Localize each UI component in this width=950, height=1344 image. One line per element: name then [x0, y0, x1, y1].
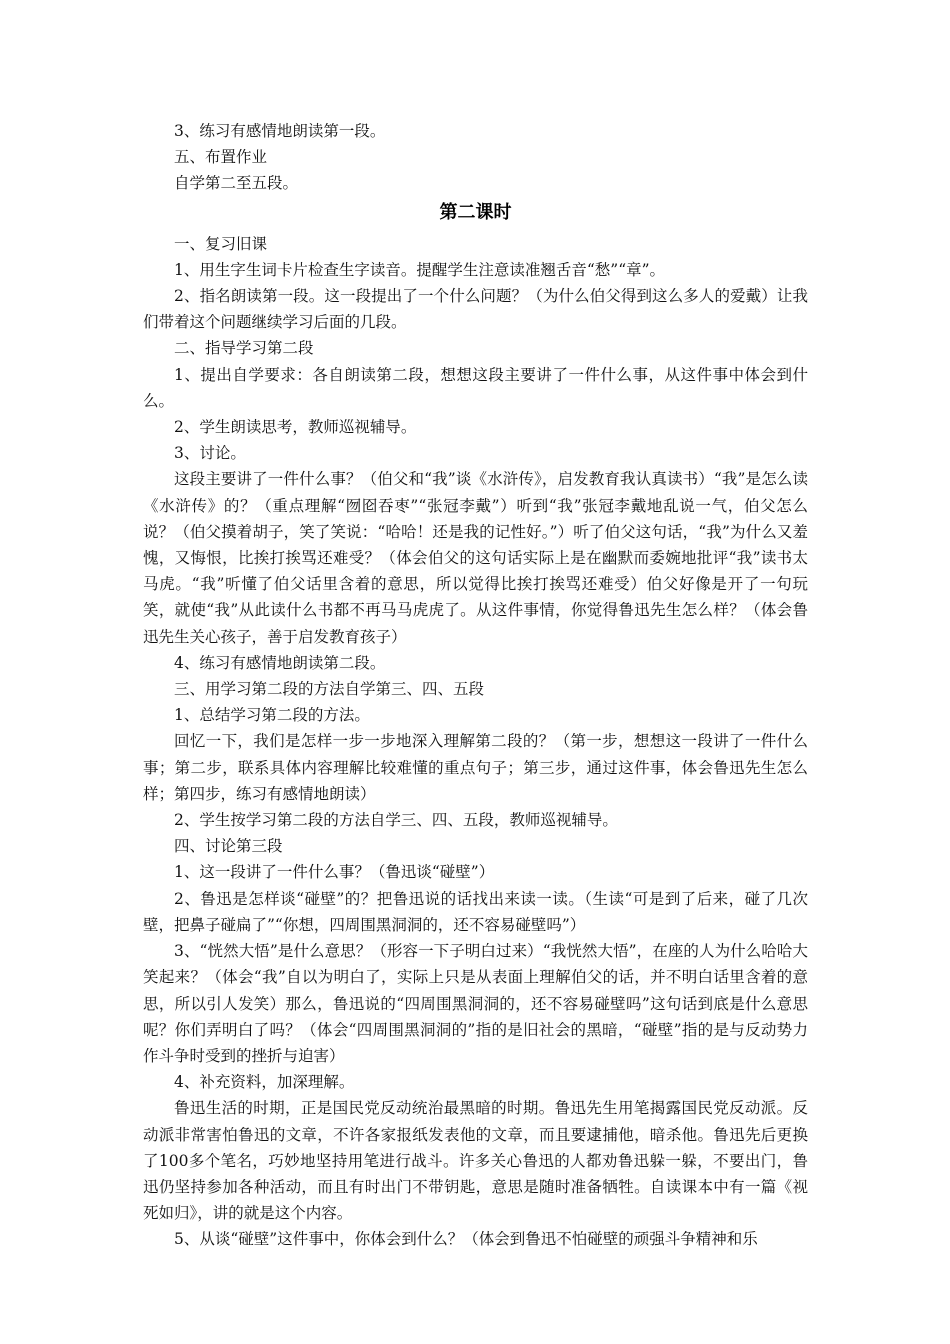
paragraph: 1、用生字生词卡片检查生字读音。提醒学生注意读准翘舌音“愁”“章”。: [174, 260, 666, 279]
paragraph: 2、学生按学习第二段的方法自学三、四、五段，教师巡视辅导。: [174, 811, 618, 830]
paragraph: 3、讨论。: [174, 444, 246, 463]
paragraph: 这段主要讲了一件什么事？（伯父和“我”谈《水浒传》，启发教育我认真读书）“我”是怎么读《水浒传》的？（重点理解“囫囵吞枣”“张冠李戴”）听到“我”张冠李戴地乱说一气，伯父怎么说？（伯父摸着胡子，笑了笑说：“哈哈！还是我的记性好。”）听了伯父这句话，“我”为什么又羞愧，又悔恨，比挨打挨骂还难受？（体会伯父的这句话实际上是在幽默而委婉地批评“我”读书太马虎。“我”听懂了伯父话里含着的意思，所以觉得比挨打挨骂还难受）伯父好像是开了一句玩笑，就使“我”从此读什么书都不再马马虎虎了。从这件事情，你觉得鲁迅先生怎么样？（体会鲁迅先生关心孩子，善于启发教育孩子）: [143, 470, 808, 646]
section-heading: 三、用学习第二段的方法自学第三、四、五段: [174, 680, 485, 699]
paragraph: 2、指名朗读第一段。这一段提出了一个什么问题？（为什么伯父得到这么多人的爱戴）让我们带着这个问题继续学习后面的几段。: [143, 287, 808, 332]
paragraph: 5、从谈“碰壁”这件事中，你体会到什么？（体会到鲁迅不怕碰壁的顽强斗争精神和乐: [174, 1230, 758, 1249]
paragraph: 4、练习有感情地朗读第二段。: [174, 653, 386, 672]
section-heading: 五、布置作业: [174, 148, 268, 167]
paragraph: 自学第二至五段。: [174, 174, 299, 193]
section-heading: 二、指导学习第二段: [174, 339, 314, 358]
paragraph: 2、鲁迅是怎样谈“碰壁”的？把鲁迅说的话找出来读一读。（生读“可是到了后来，碰了几次壁，把鼻子碰扁了”“你想，四周围黑洞洞的，还不容易碰壁吗”）: [143, 889, 808, 934]
paragraph: 鲁迅生活的时期，正是国民党反动统治最黑暗的时期。鲁迅先生用笔揭露国民党反动派。反动派非常害怕鲁迅的文章，不许各家报纸发表他的文章，而且要逮捕他，暗杀他。鲁迅先后更换了100多个笔名，巧妙地坚持用笔进行战斗。许多关心鲁迅的人都劝鲁迅躲一躲，不要出门，鲁迅仍坚持参加各种活动，而且有时出门不带钥匙，意思是随时准备牺牲。自读课本中有一篇《视死如归》，讲的就是这个内容。: [143, 1099, 808, 1223]
lesson-title: 第二课时: [439, 201, 512, 223]
paragraph: 回忆一下，我们是怎样一步一步地深入理解第二段的？（第一步，想想这一段讲了一件什么事；第二步，联系具体内容理解比较难懂的重点句子；第三步，通过这件事，体会鲁迅先生怎么样；第四步，练习有感情地朗读）: [143, 732, 808, 803]
paragraph: 4、补充资料，加深理解。: [174, 1073, 355, 1092]
document-body: [143, 118, 808, 1253]
paragraph: 3、“恍然大悟”是什么意思？（形容一下子明白过来）“我恍然大悟”，在座的人为什么哈哈大笑起来？（体会“我”自以为明白了，实际上只是从表面上理解伯父的话，并不明白话里含着的意思，所以引人发笑）那么，鲁迅说的“四周围黑洞洞的，还不容易碰壁吗”这句话到底是什么意思呢？你们弄明白了吗？（体会“四周围黑洞洞的”指的是旧社会的黑暗，“碰壁”指的是与反动势力作斗争时受到的挫折与迫害）: [143, 942, 808, 1065]
paragraph: 1、提出自学要求：各自朗读第二段，想想这段主要讲了一件什么事，从这件事中体会到什么。: [143, 365, 808, 410]
paragraph: 3、练习有感情地朗读第一段。: [174, 122, 386, 140]
paragraph: 1、这一段讲了一件什么事？（鲁迅谈“碰壁”）: [174, 863, 495, 882]
paragraph: 1、总结学习第二段的方法。: [174, 706, 370, 725]
paragraph: 2、学生朗读思考，教师巡视辅导。: [174, 418, 417, 437]
section-heading: 四、讨论第三段: [174, 837, 283, 856]
section-heading: 一、复习旧课: [174, 234, 268, 253]
